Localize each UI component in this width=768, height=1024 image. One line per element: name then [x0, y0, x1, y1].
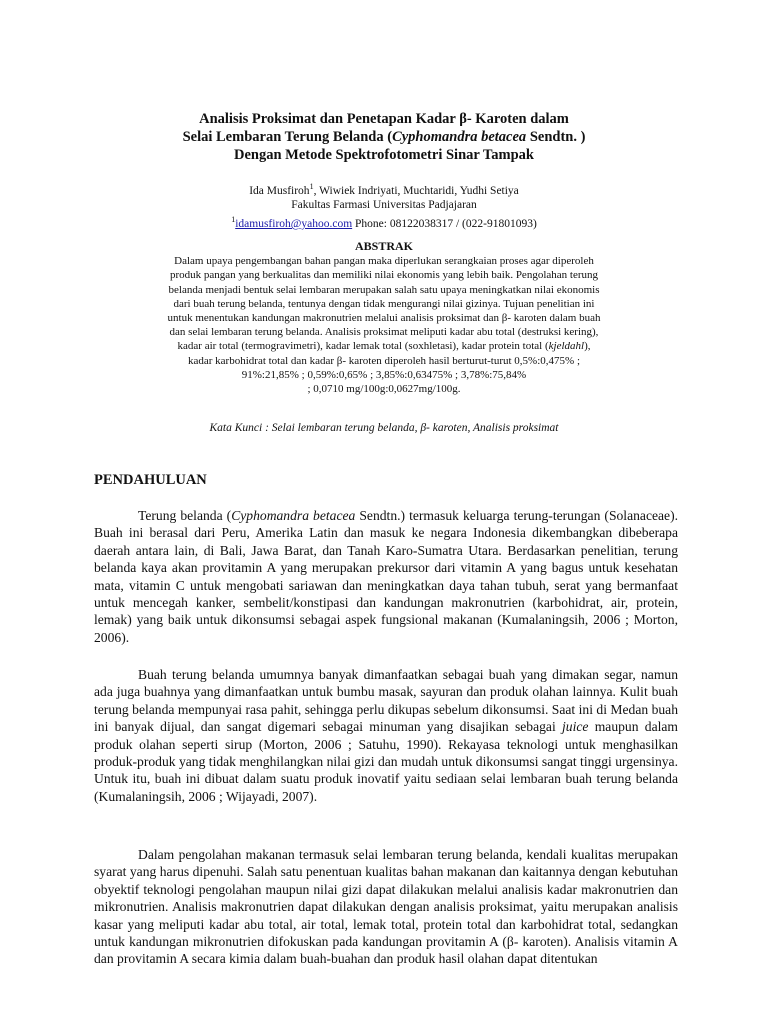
abstract-line: dari buah terung belanda, tentunya dengan tidak mengurangi nilai gizinya. Tujuan penelitian ini	[173, 297, 595, 310]
abstract-line-7-suffix: ),	[584, 340, 591, 353]
abstract-line	[118, 339, 650, 353]
abstract-kjeldahl: kjeldahl	[548, 340, 585, 353]
title-species-name: Cyphomandra betacea	[392, 129, 527, 145]
author-block	[100, 180, 668, 231]
abstract-line: belanda menjadi bentuk selai lembaran merupakan salah satu upaya meningkatkan nilai ekonomis	[168, 283, 600, 296]
abstract-line: Dalam upaya pengembangan bahan pangan maka diperlukan serangkaian proses agar diperoleh	[174, 255, 594, 268]
section-heading: PENDAHULUAN	[94, 472, 207, 488]
title-line-2-suffix: Sendtn. )	[526, 129, 586, 145]
abstract-line: untuk menentukan kandungan makronutrien melalui analisis proksimat dan β- karoten dalam buah	[167, 312, 601, 325]
first-author-sup: 1	[309, 182, 314, 191]
p1-text-a: Terung belanda (	[138, 508, 232, 523]
title-line-2	[100, 128, 668, 146]
title-line-2-prefix: Selai Lembaran Terung Belanda (	[182, 129, 393, 145]
abstract-line: ; 0,0710 mg/100g:0,0627mg/100g.	[307, 383, 461, 396]
title-line-3: Dengan Metode Spektrofotometri Sinar Tampak	[234, 147, 534, 163]
first-author: Ida Musfiroh	[249, 184, 310, 197]
body-paragraph-3: Dalam pengolahan makanan termasuk selai lembaran terung belanda, kendali kualitas merupakan syarat yang harus dipenuhi. Salah satu penentuan kualitas bahan makanan dan kaitannya dengan kebutuhan obyektif teknologi pengolahan maupun nilai gizi dapat dilakukan melalui analisis kadar makronutrien dan mikronutrien. Analisis makronutrien dapat dilakukan dengan analisis proksimat, yaitu merupakan analisis kasar yang meliputi kadar abu total, air total, lemak total, protein total dan karbohidrat total, sedangkan untuk kandungan mikronutrien difokuskan pada kandungan provitamin A (β- karoten). Analisis vitamin A dan provitamin A secara kimia dalam buah-buahan dan produk hasil olahan dapat ditentukan	[94, 847, 678, 967]
contact-sup: 1	[231, 214, 236, 224]
paper-title	[100, 110, 668, 164]
abstract-line: 91%:21,85% ; 0,59%:0,65% ; 3,85%:0,63475% ; 3,78%:75,84%	[241, 368, 527, 381]
abstract-line: kadar karbohidrat total dan kadar β- karoten diperoleh hasil berturut-turut 0,5%:0,475% ;	[188, 354, 580, 367]
abstract-block	[118, 239, 650, 396]
p1-species-name: Cyphomandra betacea	[231, 508, 356, 523]
author-list	[100, 180, 668, 198]
p2-text-b: maupun dalam produk olahan seperti sirup (Morton, 2006 ; Satuhu, 1990). Rekayasa teknologi untuk menghasilkan produk-produk yang tidak menghilangkan nilai gizi dan mudah untuk dikonsumsi sangat tinggi urgensinya. Untuk itu, buah ini dibuat dalam suatu produk inovatif yaitu sediaan selai lembaran buah terung belanda (Kumalaningsih, 2006 ; Wijayadi, 2007).	[94, 719, 678, 804]
title-line-1: Analisis Proksimat dan Penetapan Kadar β- Karoten dalam	[199, 111, 569, 127]
coauthors: , Wiwiek Indriyati, Muchtaridi, Yudhi Setiya	[313, 184, 519, 197]
abstract-line-7-prefix: kadar air total (termogravimetri), kadar lemak total (soxhletasi), kadar protein total (	[177, 340, 549, 353]
body-paragraph-1	[94, 507, 678, 646]
p2-juice-term: juice	[562, 719, 589, 735]
abstract-line: dan selai lembaran terung belanda. Analisis proksimat meliputi kadar abu total (destruksi kering),	[169, 326, 599, 339]
contact-line	[100, 213, 668, 231]
abstract-heading: ABSTRAK	[354, 239, 413, 253]
p2-text-a: Buah terung belanda umumnya banyak dimanfaatkan sebagai buah yang dimakan segar, namun ada juga buahnya yang dimanfaatkan untuk bumbu masak, sayuran dan produk olahan lainnya. Kulit buah terung belanda mempunyai rasa pahit, sehingga perlu dikupas sebelum dikonsumsi. Saat ini di Medan buah ini banyak dijual, dan sangat digemari sebagai minuman yang disajikan sebagai	[94, 667, 678, 735]
phone-text: Phone: 08122038317 / (022-91801093)	[352, 217, 537, 230]
abstract-line: produk pangan yang berkualitas dan memiliki nilai ekonomis yang lebih baik. Pengolahan terung	[170, 269, 598, 282]
p1-text-b: Sendtn.) termasuk keluarga terung-terungan (Solanaceae). Buah ini berasal dari Peru, Amerika Latin dan masuk ke negara Indonesia dikembangkan dibeberapa daerah antara lain, di Bali, Jawa Barat, dan Tanah Karo-Sumatra Utara. Berdasarkan penelitian, terung belanda kaya akan provitamin A yang merupakan prekursor dari vitamin A yang bagus untuk kesehatan mata, vitamin C untuk mengobati sariawan dan meningkatkan daya tahan tubuh, serat yang bermanfaat untuk mencegah kanker, sembelit/konstipasi dan kandungan makronutrien (karbohidrat, air, protein, lemak) yang baik untuk dikonsumsi sebagai aspek fungsional makanan (Kumalaningsih, 2006 ; Morton, 2006).	[94, 508, 679, 645]
body-paragraph-2	[94, 666, 678, 805]
email-link[interactable]: idamusfiroh@yahoo.com	[235, 217, 353, 230]
keywords: Kata Kunci : Selai lembaran terung belanda, β- karoten, Analisis proksimat	[209, 422, 559, 434]
affiliation: Fakultas Farmasi Universitas Padjajaran	[291, 199, 477, 212]
